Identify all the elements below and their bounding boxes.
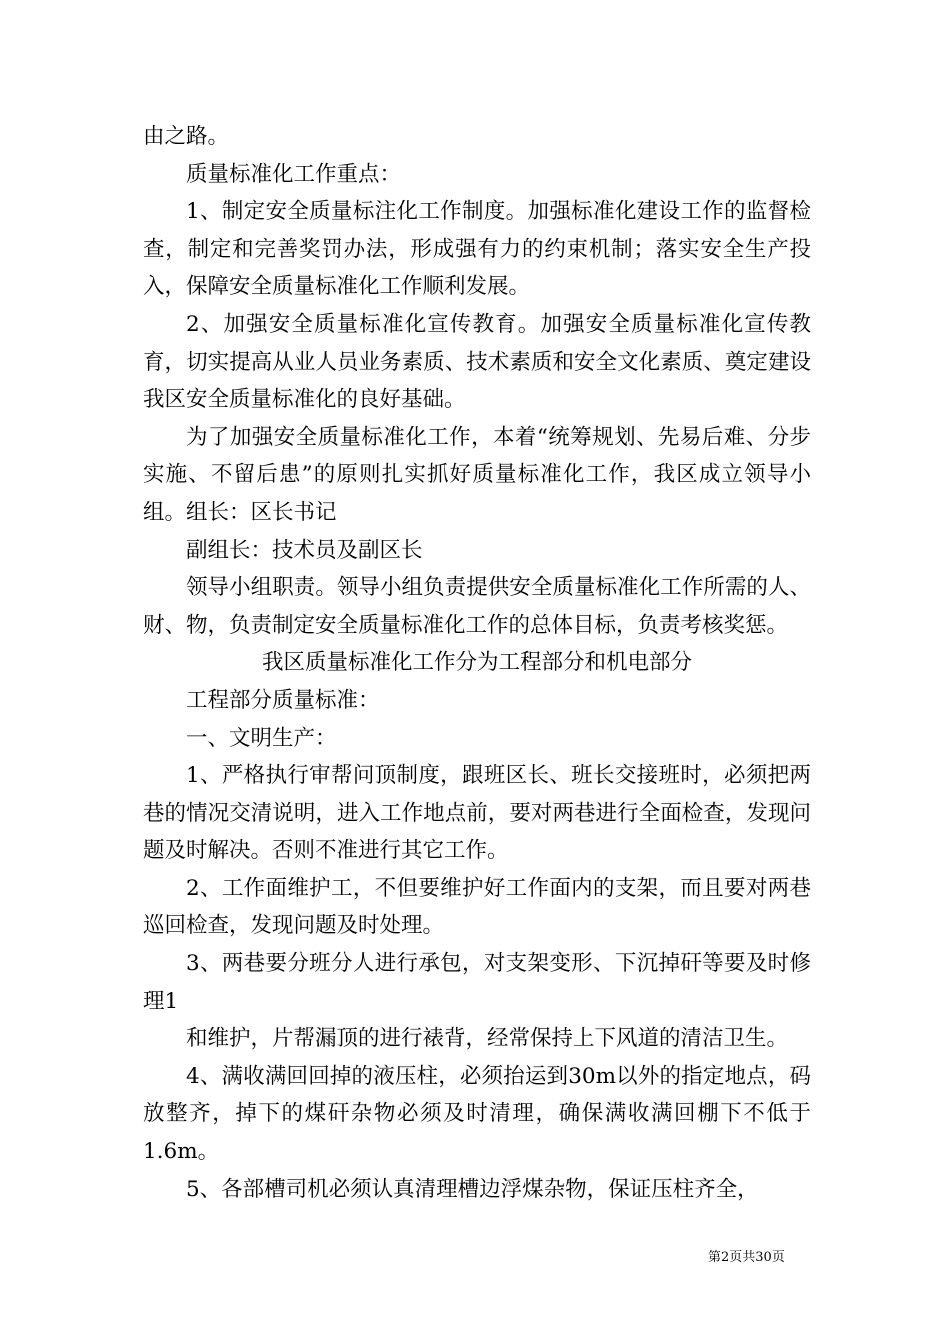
section-heading: 质量标准化工作重点：: [186, 161, 402, 187]
page-number: 第2页共30页: [708, 1250, 785, 1265]
paragraph: 1、严格执行审帮问顶制度，跟班区长、班长交接班时，必须把两巷的情况交清说明，进入工作地点前，要对两巷进行全面检查，发现问题及时解决。否则不准进行其它工作。: [143, 763, 811, 864]
centered-heading: 我区质量标准化工作分为工程部分和机电部分: [261, 650, 692, 676]
paragraph: 和维护，片帮漏顶的进行裱背，经常保持上下风道的清洁卫生。: [186, 1026, 789, 1052]
section-heading: 一、文明生产：: [186, 725, 337, 751]
document-body: [143, 118, 811, 1208]
paragraph: 3、两巷要分班分人进行承包，对支架变形、下沉掉矸等要及时修理1: [143, 951, 811, 1014]
section-heading: 工程部分质量标准：: [186, 687, 380, 713]
paragraph: 领导小组职责。领导小组负责提供安全质量标准化工作所需的人、财、物，负责制定安全质量标准化工作的总体目标，负责考核奖惩。: [143, 575, 811, 638]
paragraph: 5、各部槽司机必须认真清理槽边浮煤杂物，保证压柱齐全，: [186, 1176, 759, 1202]
paragraph: 2、加强安全质量标准化宣传教育。加强安全质量标准化宣传教育，切实提高从业人员业务素质、技术素质和安全文化素质、奠定建设我区安全质量标准化的良好基础。: [143, 311, 811, 413]
paragraph: 副组长：技术员及副区长: [186, 537, 423, 563]
paragraph: 4、满收满回回掉的液压柱，必须抬运到30m以外的指定地点，码放整齐，掉下的煤矸杂物必须及时清理，确保满收满回棚下不低于1.6m。: [143, 1063, 811, 1165]
paragraph: 为了加强安全质量标准化工作，本着“统筹规划、先易后难、分步实施、不留后患”的原则扎实抓好质量标准化工作，我区成立领导小组。组长：区长书记: [143, 424, 811, 525]
paragraph: 2、工作面维护工，不但要维护好工作面内的支架，而且要对两巷巡回检查，发现问题及时处理。: [143, 875, 811, 939]
paragraph: 1、制定安全质量标注化工作制度。加强标准化建设工作的监督检查，制定和完善奖罚办法，形成强有力的约束机制；落实安全生产投入，保障安全质量标准化工作顺利发展。: [143, 199, 811, 300]
paragraph: 由之路。: [143, 124, 230, 149]
